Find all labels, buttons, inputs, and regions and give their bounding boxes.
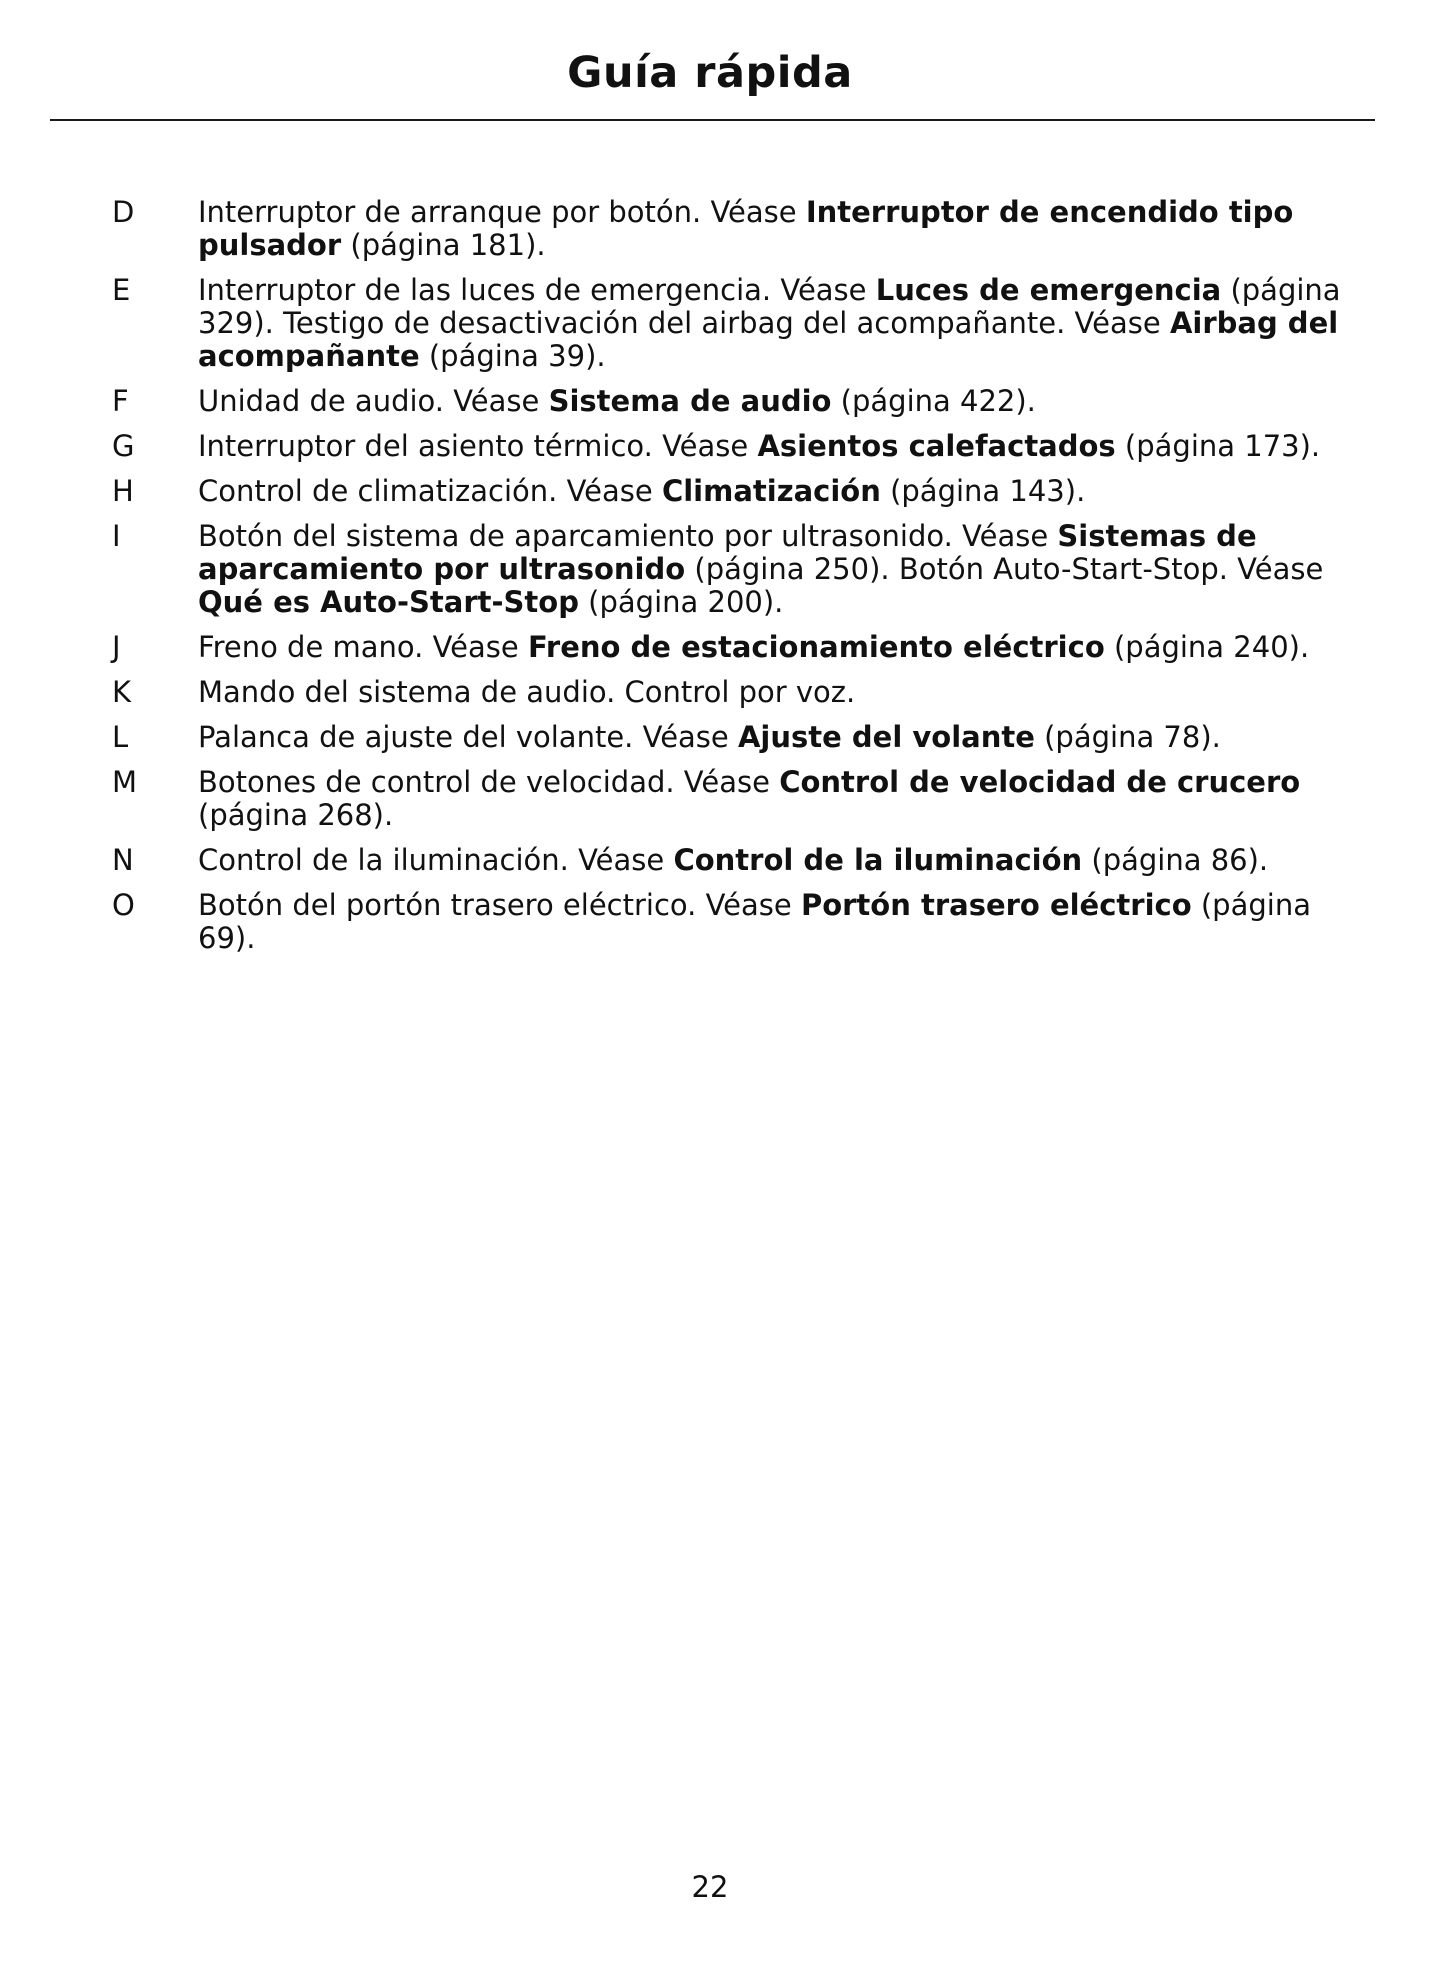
entry-key: N (112, 843, 134, 877)
cross-reference: Interruptor de encendido tipo pulsador (198, 195, 1294, 262)
cross-reference: Asientos calefactados (757, 429, 1116, 463)
entry-text (198, 520, 1368, 619)
entry-text-segment: (página 86). (1082, 843, 1269, 877)
list-item (0, 385, 1445, 418)
entry-text-segment: (página 78). (1034, 720, 1221, 754)
entry-key: G (112, 429, 135, 463)
entry-text-segment: Botón del sistema de aparcamiento por ultrasonido. Véase (198, 519, 1058, 553)
entry-text-segment: (página 240). (1104, 630, 1310, 664)
entry-text-segment: Unidad de audio. Véase (198, 384, 549, 418)
entry-text (198, 721, 1368, 754)
cross-reference: Control de velocidad de crucero (779, 765, 1301, 799)
cross-reference: Qué es Auto-Start-Stop (198, 585, 579, 619)
entry-key: E (112, 273, 131, 307)
entry-text-segment: (página 329). Testigo de desactivación del airbag del acompañante. Véase (198, 273, 1341, 340)
entry-key: D (112, 195, 135, 229)
cross-reference: Climatización (661, 474, 881, 508)
cross-reference: Control de la iluminación (673, 843, 1083, 877)
entry-text (198, 844, 1368, 877)
list-item (0, 844, 1445, 877)
cross-reference: Freno de estacionamiento eléctrico (527, 630, 1105, 664)
page-title: Guía rápida (567, 48, 853, 98)
cross-reference: Sistema de audio (548, 384, 832, 418)
cross-reference: Portón trasero eléctrico (800, 888, 1192, 922)
list-item (0, 475, 1445, 508)
entry-text-segment: Freno de mano. Véase (198, 630, 528, 664)
entry-text-segment: Palanca de ajuste del volante. Véase (198, 720, 738, 754)
list-item (0, 766, 1445, 832)
entry-key: F (112, 384, 129, 418)
list-item (0, 274, 1445, 373)
entry-text (198, 475, 1368, 508)
list-item (0, 430, 1445, 463)
entry-text-segment: (página 268). (198, 798, 394, 832)
entry-text-segment: Control de la iluminación. Véase (198, 843, 674, 877)
entry-text-segment: Mando del sistema de audio. Control por voz. (198, 675, 856, 709)
entry-text-segment: (página 143). (880, 474, 1086, 508)
entry-key: J (112, 630, 121, 664)
cross-reference: Ajuste del volante (737, 720, 1035, 754)
cross-reference: Airbag del acompañante (198, 306, 1339, 373)
entry-text-segment: Interruptor de las luces de emergencia. Véase (198, 273, 876, 307)
entry-text (198, 676, 1368, 709)
entry-key: M (112, 765, 138, 799)
entry-key: K (112, 675, 132, 709)
list-item (0, 721, 1445, 754)
list-item (0, 631, 1445, 664)
entry-text-segment: (página 181). (341, 228, 546, 262)
list-item (0, 520, 1445, 619)
entry-text (198, 631, 1368, 664)
cross-reference: Sistemas de aparcamiento por ultrasonido (198, 519, 1257, 586)
list-item (0, 889, 1445, 955)
entry-text (198, 430, 1368, 463)
entry-text-segment: Botones de control de velocidad. Véase (198, 765, 780, 799)
entry-text-segment: (página 69). (198, 888, 1311, 955)
entry-text (198, 274, 1368, 373)
entry-text-segment: (página 39). (419, 339, 606, 373)
entry-text-segment: (página 422). (831, 384, 1036, 418)
list-item (0, 196, 1445, 262)
entry-text-segment: (página 200). (578, 585, 784, 619)
entry-text-segment: Interruptor de arranque por botón. Véase (198, 195, 806, 229)
page-number: 22 (691, 1870, 729, 1904)
entry-key: H (112, 474, 134, 508)
entry-text (198, 196, 1368, 262)
entry-text-segment: (página 173). (1115, 429, 1321, 463)
entry-key: L (112, 720, 129, 754)
entry-key: I (112, 519, 121, 553)
cross-reference: Luces de emergencia (875, 273, 1222, 307)
entry-text (198, 889, 1368, 955)
title-divider (50, 119, 1375, 121)
entry-list (0, 196, 1445, 967)
entry-text-segment: (página 250). Botón Auto-Start-Stop. Véase (685, 552, 1324, 586)
entry-text (198, 766, 1368, 832)
entry-text-segment: Control de climatización. Véase (198, 474, 662, 508)
entry-text (198, 385, 1368, 418)
entry-text-segment: Botón del portón trasero eléctrico. Véase (198, 888, 801, 922)
entry-key: O (112, 888, 135, 922)
list-item (0, 676, 1445, 709)
entry-text-segment: Interruptor del asiento térmico. Véase (198, 429, 758, 463)
